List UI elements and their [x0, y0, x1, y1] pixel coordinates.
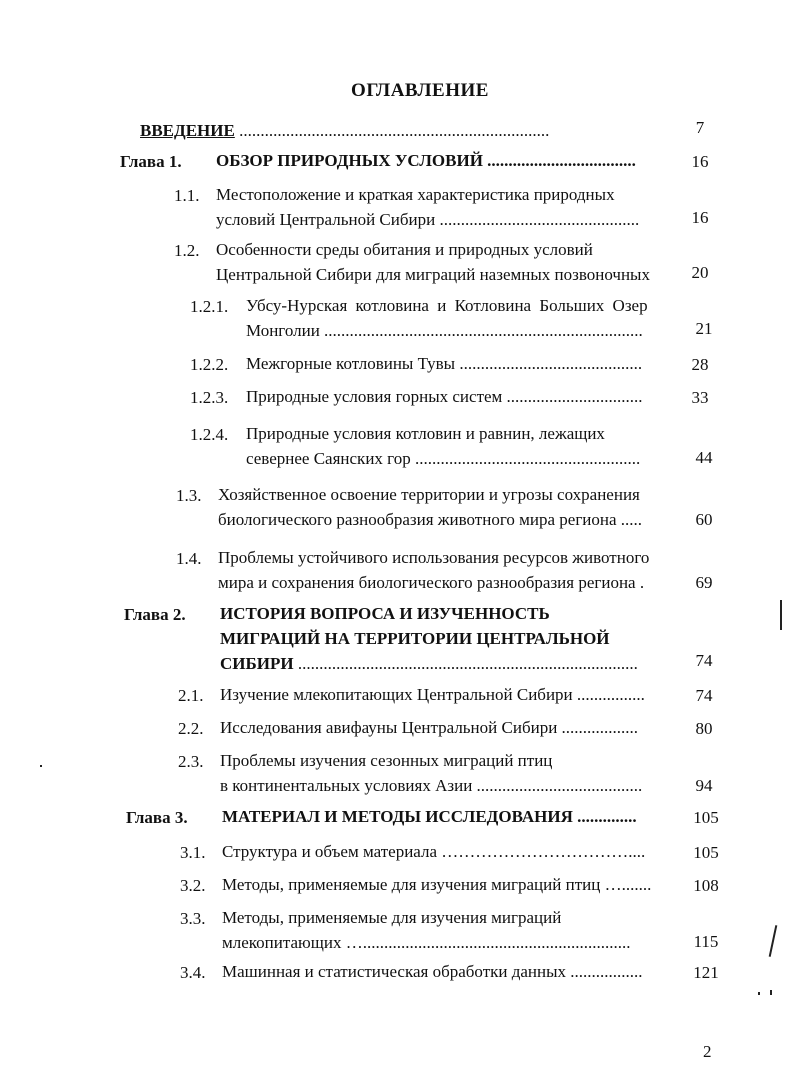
toc-section-number: 3.4.: [180, 963, 206, 982]
toc-entry-text: Изучение млекопитающих Центральной Сибири ................: [220, 685, 645, 704]
toc-page-ref: 16: [691, 152, 709, 171]
toc-page-ref: 105: [693, 843, 719, 862]
toc-entry-text: Местоположение и краткая характеристика природных условий Центральной Сибири ...............................................: [216, 185, 640, 229]
toc-page-ref: 69: [695, 573, 713, 592]
toc-section-number: 2.1.: [178, 686, 204, 705]
toc-entry-text: Проблемы изучения сезонных миграций птиц в континентальных условиях Азии .......................................: [220, 751, 643, 795]
toc-entry-text: Методы, применяемые для изучения миграций птиц ….......: [222, 875, 652, 894]
scan-artifact: [40, 765, 42, 767]
toc-chapter-number: Глава 2.: [124, 605, 186, 624]
toc-section-number: 2.3.: [178, 752, 204, 771]
page-title: ОГЛАВЛЕНИЕ: [351, 80, 489, 101]
toc-page-ref: 7: [695, 118, 705, 137]
toc-page-ref: 28: [691, 355, 709, 374]
toc-page-ref: 20: [691, 263, 709, 282]
toc-section-number: 1.3.: [176, 486, 202, 505]
toc-entry-text: МАТЕРИАЛ И МЕТОДЫ ИССЛЕДОВАНИЯ ..............: [222, 807, 637, 826]
toc-entry-text: ИСТОРИЯ ВОПРОСА И ИЗУЧЕННОСТЬ МИГРАЦИЙ НА ТЕРРИТОРИИ ЦЕНТРАЛЬНОЙ СИБИРИ ................................................................................: [220, 601, 638, 676]
scan-artifact: [769, 925, 778, 957]
toc-entry-text: Структура и объем материала ……………………………....: [222, 842, 646, 861]
page-number: 2: [703, 1042, 712, 1061]
toc-page-ref: 115: [693, 932, 719, 951]
scan-artifact: [780, 600, 782, 630]
toc-entry-text: Методы, применяемые для изучения миграций млекопитающих …...............................................................: [222, 908, 631, 952]
toc-section-number: 3.2.: [180, 876, 206, 895]
toc-entry-introduction: [140, 118, 549, 143]
toc-page-ref: 121: [693, 963, 719, 982]
toc-section-number: 3.3.: [180, 909, 206, 928]
toc-section-number: 1.2.: [174, 241, 200, 260]
toc-entry-text: Исследования авифауны Центральной Сибири ..................: [220, 718, 639, 737]
toc-page-ref: 108: [693, 876, 719, 895]
toc-section-number: 1.4.: [176, 549, 202, 568]
toc-entry-text: Проблемы устойчивого использования ресурсов животного мира и сохранения биологического разнообразия региона .: [218, 548, 650, 592]
toc-subsection-number: 1.2.1.: [190, 297, 229, 316]
toc-section-number: 1.1.: [174, 186, 200, 205]
toc-chapter-number: Глава 1.: [120, 152, 182, 171]
toc-entry-text: Убсу-Нурская котловина и Котловина Больших Озер Монголии ...........................................................................: [246, 296, 648, 340]
toc-page-ref: 33: [691, 388, 709, 407]
toc-subsection-number: 1.2.4.: [190, 425, 229, 444]
toc-entry-text: ОБЗОР ПРИРОДНЫХ УСЛОВИЙ ...................................: [216, 151, 636, 170]
toc-dots: .........................................................................: [239, 121, 550, 140]
toc-page-ref: 60: [695, 510, 713, 529]
toc-chapter-number: Глава 3.: [126, 808, 188, 827]
toc-subsection-number: 1.2.3.: [190, 388, 229, 407]
toc-page-ref: 74: [695, 686, 713, 705]
toc-entry-text: [140, 118, 549, 143]
toc-entry-text: Межгорные котловины Тувы ...........................................: [246, 354, 643, 373]
scan-artifact: [758, 992, 760, 995]
toc-entry-heading: ВВЕДЕНИЕ: [140, 121, 235, 140]
toc-entry-text-mixed: [220, 651, 638, 676]
toc-page-ref: 44: [695, 448, 713, 467]
toc-page-ref: 94: [695, 776, 713, 795]
toc-entry-text: Особенности среды обитания и природных условий Центральной Сибири для миграций наземных позвоночных: [216, 240, 650, 284]
toc-entry-text: Машинная и статистическая обработки данных .................: [222, 962, 643, 981]
toc-subsection-number: 1.2.2.: [190, 355, 229, 374]
toc-page-ref: 80: [695, 719, 713, 738]
toc-page-ref: 74: [695, 651, 713, 670]
toc-page-ref: 21: [695, 319, 713, 338]
scan-artifact: [770, 990, 772, 995]
toc-entry-text: Хозяйственное освоение территории и угрозы сохранения биологического разнообразия животного мира региона .....: [218, 485, 643, 529]
toc-section-number: 2.2.: [178, 719, 204, 738]
toc-entry-text: Природные условия горных систем ................................: [246, 387, 643, 406]
toc-entry-text: Природные условия котловин и равнин, лежащих севернее Саянских гор .....................................................: [246, 424, 641, 468]
toc-dots: ................................................................................: [293, 654, 638, 673]
toc-heading-tail: СИБИРИ: [220, 654, 294, 673]
toc-page-ref: 105: [693, 808, 719, 827]
toc-page-ref: 16: [691, 208, 709, 227]
toc-section-number: 3.1.: [180, 843, 206, 862]
